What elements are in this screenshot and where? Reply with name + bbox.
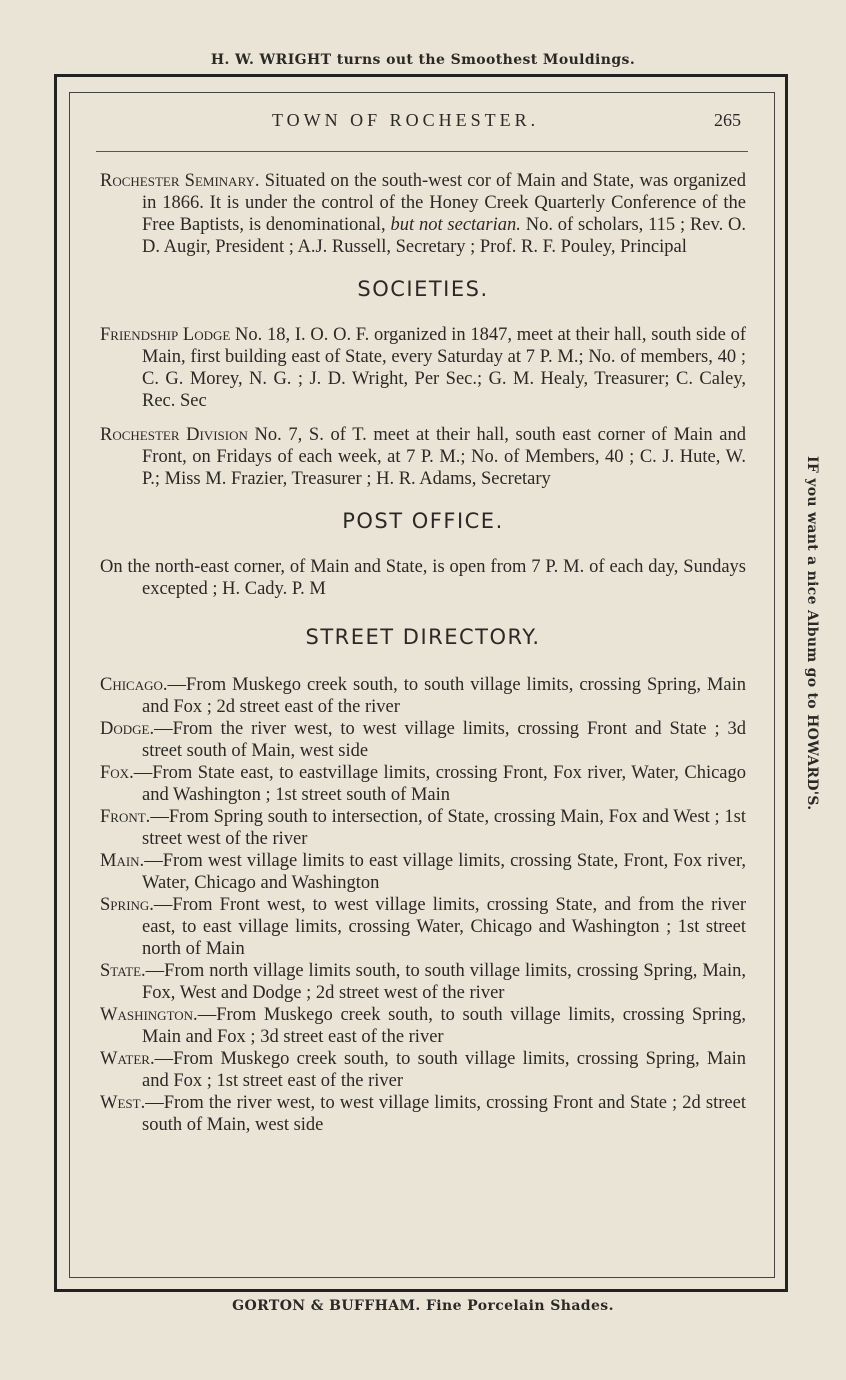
post-office-entry: On the north-east corner, of Main and State, is open from 7 P. M. of each day, Sundays excepted ; H. Cady. P. M — [100, 557, 746, 599]
entry-italic: but not sectarian. — [390, 215, 521, 235]
page-body — [100, 170, 746, 1136]
street-name: Washington. — [100, 1005, 198, 1025]
street-description: —From Muskego creek south, to south village limits, crossing Spring, Main and Fox ; 2d street east of the river — [142, 675, 746, 717]
side-advertisement: IF you want a nice Album go to HOWARD'S. — [804, 456, 820, 811]
street-name: Main. — [100, 851, 145, 871]
entry-text: Situated on the south-west cor of Main and State, was organized in 1866. It is under the control of the Honey Creek Quarterly Conference of the Free Baptists, is denominational, — [142, 171, 746, 235]
table-row — [100, 960, 746, 1004]
bottom-advertisement: GORTON & BUFFHAM. Fine Porcelain Shades. — [232, 1298, 614, 1314]
top-advertisement: H. W. WRIGHT turns out the Smoothest Mouldings. — [210, 52, 636, 68]
street-description: —From Muskego creek south, to south village limits, crossing Spring, Main and Fox ; 1st street east of the river — [142, 1049, 746, 1091]
table-row — [100, 1092, 746, 1136]
table-row — [100, 762, 746, 806]
street-name: Chicago. — [100, 675, 168, 695]
list-item — [100, 424, 746, 490]
street-name: West. — [100, 1093, 146, 1113]
list-item — [100, 324, 746, 412]
entry-text: No. of scholars, 115 ; Rev. O. D. Augir, President ; A.J. Russell, Secretary ; Prof. R. F. Pouley, Principal — [142, 215, 746, 257]
street-description: —From Spring south to intersection, of State, crossing Main, Fox and West ; 1st street west of the river — [142, 807, 746, 849]
street-name: Dodge. — [100, 719, 155, 739]
street-description: —From the river west, to west village limits, crossing Front and State ; 3d street south of Main, west side — [142, 719, 746, 761]
table-row — [100, 1048, 746, 1092]
table-row — [100, 850, 746, 894]
entry-name: Rochester Division — [100, 425, 248, 445]
running-head: TOWN OF ROCHESTER. — [272, 110, 540, 130]
street-name: Front. — [100, 807, 151, 827]
table-row — [100, 674, 746, 718]
entry-text: No. 18, I. O. O. F. organized in 1847, meet at their hall, south side of Main, first building east of State, every Saturday at 7 P. M.; No. of members, 40 ; C. G. Morey, N. G. ; J. D. Wright, Per Sec.; G. M. Healy, Treasurer; C. Caley, Rec. Sec — [142, 325, 746, 411]
table-row — [100, 1004, 746, 1048]
table-row — [100, 806, 746, 850]
street-name: Spring. — [100, 895, 154, 915]
societies-heading: SOCIETIES. — [357, 277, 489, 301]
street-description: —From State east, to eastvillage limits, crossing Front, Fox river, Water, Chicago and Washington ; 1st street south of Main — [133, 763, 746, 805]
street-name: Water. — [100, 1049, 155, 1069]
street-description: —From the river west, to west village limits, crossing Front and State ; 2d street south of Main, west side — [142, 1093, 746, 1135]
street-description: —From north village limits south, to south village limits, crossing Spring, Main, Fox, West and Dodge ; 2d street west of the river — [142, 961, 746, 1003]
table-row — [100, 894, 746, 960]
seminary-entry — [100, 170, 746, 258]
street-directory-heading: STREET DIRECTORY. — [305, 625, 541, 649]
post-office-heading: POST OFFICE. — [342, 509, 504, 533]
header-rule — [96, 151, 748, 152]
street-description: —From west village limits to east village limits, crossing State, Front, Fox river, Water, Chicago and Washington — [142, 851, 746, 893]
street-name: State. — [100, 961, 146, 981]
entry-name: Friendship Lodge — [100, 325, 231, 345]
entry-name: Rochester Seminary. — [100, 171, 260, 191]
street-description: —From Muskego creek south, to south village limits, crossing Spring, Main and Fox ; 3d street east of the river — [142, 1005, 746, 1047]
street-description: —From Front west, to west village limits, crossing State, and from the river east, to east village limits, crossing Water, Chicago and Washington ; 1st street north of Main — [142, 895, 746, 959]
page-number: 265 — [714, 110, 741, 130]
entry-text: No. 7, S. of T. meet at their hall, south east corner of Main and Front, on Fridays of each week, at 7 P. M.; No. of Members, 40 ; C. J. Hute, W. P.; Miss M. Frazier, Treasurer ; H. R. Adams, Secretary — [142, 425, 746, 489]
table-row — [100, 718, 746, 762]
street-name: Fox. — [100, 763, 134, 783]
